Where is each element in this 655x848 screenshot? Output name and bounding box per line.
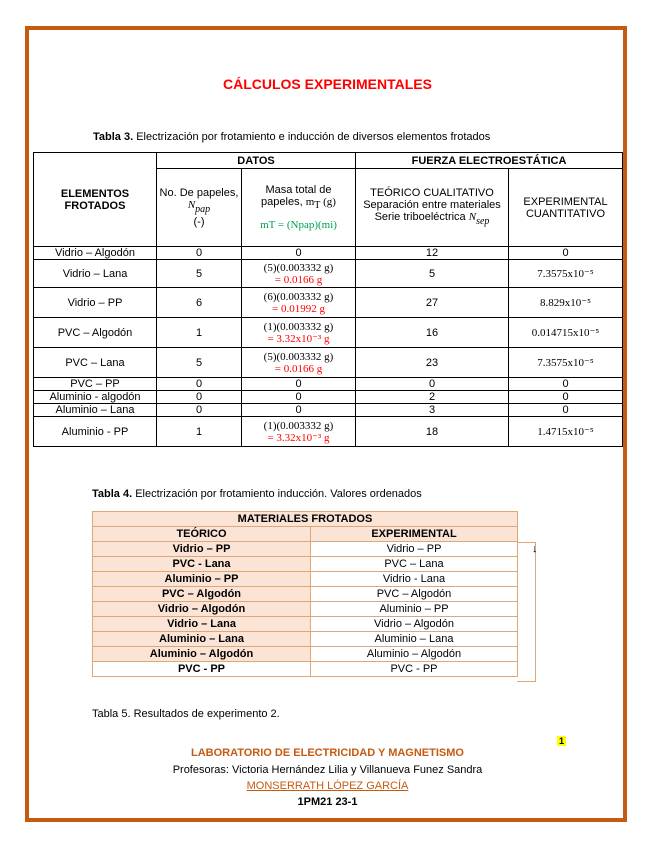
table-row: Aluminio – Algodón Aluminio – Algodón [93, 647, 518, 662]
footer-group: 1PM21 23-1 [297, 796, 358, 808]
table3-caption: Tabla 3. Electrización por frotamiento e inducción de diversos elementos frotados [93, 131, 491, 143]
table-row: Aluminio – Lana Aluminio – Lana [93, 632, 518, 647]
order-bracket [517, 542, 536, 682]
header-experimental: EXPERIMENTAL CUANTITATIVO [509, 169, 623, 247]
page-number: 1 [559, 736, 565, 746]
table-row: Vidrio – Algodón 0 0 12 0 [34, 247, 623, 260]
arrow-down-icon: ↓ [532, 543, 538, 555]
footer-professors: Profesoras: Victoria Hernández Lilia y Villanueva Funez Sandra [172, 764, 483, 776]
header-teorico: TEÓRICO [93, 527, 311, 542]
table-row: Vidrio – PP Vidrio – PP [93, 542, 518, 557]
table-row: Vidrio – Lana 5 (5)(0.003332 g) = 0.0166 g 5 7.3575x10⁻⁵ [34, 260, 623, 288]
table-row: Aluminio - algodón 0 0 2 0 [34, 391, 623, 404]
header-materiales: MATERIALES FROTADOS [93, 512, 518, 527]
table3 [33, 152, 623, 447]
header-teorico: TEÓRICO CUALITATIVO Separación entre materiales Serie triboeléctrica $N_{sep}$ [356, 169, 509, 247]
header-experimental: EXPERIMENTAL [311, 527, 518, 542]
masa-formula: mT = (Npap)(mi) [260, 218, 337, 231]
table-row: Aluminio – PP Vidrio - Lana [93, 572, 518, 587]
header-fuerza: FUERZA ELECTROESTÁTICA [356, 153, 623, 169]
table5-caption: Tabla 5. Resultados de experimento 2. [92, 708, 280, 720]
table4-caption: Tabla 4. Electrización por frotamiento inducción. Valores ordenados [92, 488, 422, 500]
table-row: PVC – Algodón PVC – Algodón [93, 587, 518, 602]
author-link[interactable]: MONSERRATH LÓPEZ GARCÍA [246, 780, 409, 792]
table-row: PVC – Algodón 1 (1)(0.003332 g) = 3.32x10⁻³ g 16 0.014715x10⁻⁵ [34, 318, 623, 348]
header-datos: DATOS [157, 153, 356, 169]
table-row: PVC – Lana 5 (5)(0.003332 g) = 0.0166 g 23 7.3575x10⁻⁵ [34, 348, 623, 378]
header-no-papeles: No. De papeles, $N_{pap}$ (-) [157, 169, 242, 247]
table-row: Vidrio – PP 6 (6)(0.003332 g) = 0.01992 g 27 8.829x10⁻⁵ [34, 288, 623, 318]
table-row: PVC – PP 0 0 0 0 [34, 378, 623, 391]
table-row: Aluminio - PP 1 (1)(0.003332 g) = 3.32x10⁻³ g 18 1.4715x10⁻⁵ [34, 417, 623, 447]
table-row: PVC - PP PVC - PP [93, 662, 518, 677]
table-row: Vidrio – Algodón Aluminio – PP [93, 602, 518, 617]
table4 [92, 511, 518, 677]
table-row: PVC - Lana PVC – Lana [93, 557, 518, 572]
header-masa-total: Masa total de papeles, $m_T$ (g) mT = (Npap)(mi) [242, 169, 356, 247]
header-elementos: ELEMENTOS FROTADOS [34, 153, 157, 247]
table-row: Aluminio – Lana 0 0 3 0 [34, 404, 623, 417]
page-title: CÁLCULOS EXPERIMENTALES [223, 76, 432, 92]
footer-lab: LABORATORIO DE ELECTRICIDAD Y MAGNETISMO [191, 747, 464, 759]
table-row: Vidrio – Lana Vidrio – Algodón [93, 617, 518, 632]
